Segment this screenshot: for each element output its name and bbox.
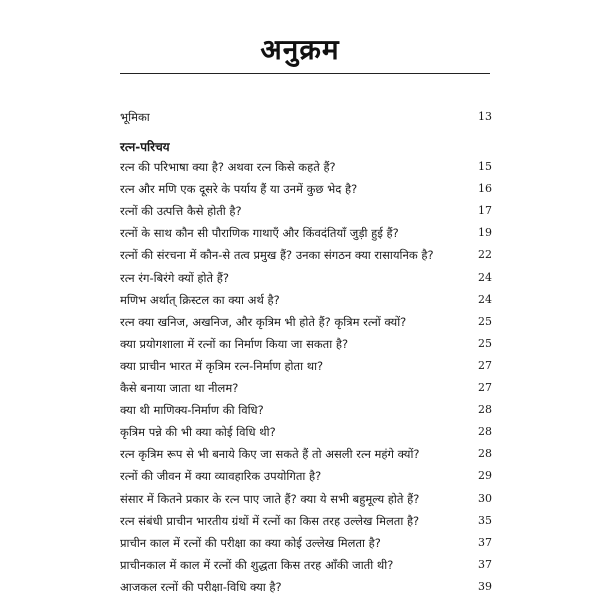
toc-entry-page: 30 xyxy=(478,491,492,505)
toc-entry-label: क्या थी माणिक्य-निर्माण की विधि? xyxy=(120,403,264,418)
toc-entry-label: रत्नों की जीवन में क्या व्यावहारिक उपयोगिता है? xyxy=(120,469,322,484)
toc-entry xyxy=(120,290,492,310)
toc-entry-label: संसार में कितने प्रकार के रत्न पाए जाते हैं? क्या ये सभी बहुमूल्य होते हैं? xyxy=(120,491,420,506)
toc-entry-page: 28 xyxy=(478,425,492,439)
toc-entry-label: रत्न रंग-बिरंगे क्यों होते हैं? xyxy=(120,270,229,285)
toc-entry-page: 37 xyxy=(478,535,492,549)
toc-entry xyxy=(120,201,492,221)
toc-entry xyxy=(120,444,492,464)
page-title: अनुक्रम xyxy=(260,33,340,66)
toc-entry-label: प्राचीनकाल में काल में रत्नों की शुद्धता किस तरह आँकी जाती थी? xyxy=(120,557,394,572)
toc-entry-label: रत्नों के साथ कौन सी पौराणिक गाथाएँ और किंवदंतियाँ जुड़ी हुई हैं? xyxy=(120,226,399,241)
toc-entry xyxy=(120,157,492,177)
toc-entry-label: रत्न कृत्रिम रूप से भी बनाये किए जा सकते हैं तो असली रत्न महंगे क्यों? xyxy=(120,447,420,462)
toc-entry-page: 25 xyxy=(478,336,492,350)
toc-entry xyxy=(120,466,492,486)
toc-entry-page: 17 xyxy=(478,204,492,218)
toc-entry-page: 19 xyxy=(478,226,492,240)
toc-entry-label: आजकल रत्नों की परीक्षा-विधि क्या है? xyxy=(120,579,282,594)
toc-entry-page: 39 xyxy=(478,579,492,593)
toc-entry-label: कैसे बनाया जाता था नीलम? xyxy=(120,381,239,395)
toc-entry-page: 27 xyxy=(478,381,492,394)
toc-entry xyxy=(120,312,492,332)
toc-entry-page: 13 xyxy=(478,110,492,123)
toc-entry xyxy=(120,533,492,553)
toc-entry-page: 22 xyxy=(478,248,492,262)
toc-entry-label: भूमिका xyxy=(120,110,150,124)
toc-entry-label: रत्न क्या खनिज, अखनिज, और कृत्रिम भी होते हैं? कृत्रिम रत्नों क्यों? xyxy=(120,314,407,329)
toc-entry-page: 25 xyxy=(478,314,492,328)
toc-entry xyxy=(120,555,492,575)
toc-entry-intro xyxy=(120,107,492,127)
toc-entry xyxy=(120,334,492,354)
toc-entry-page: 24 xyxy=(478,270,492,284)
toc-entry-label: प्राचीन काल में रत्नों की परीक्षा का क्या कोई उल्लेख मिलता है? xyxy=(120,535,381,550)
toc-entry-label: रत्नों की उत्पत्ति कैसे होती है? xyxy=(120,204,242,219)
title-divider xyxy=(120,73,490,74)
toc-entry-label: कृत्रिम पन्ने की भी क्या कोई विधि थी? xyxy=(120,425,276,440)
toc-entry xyxy=(120,223,492,243)
toc-entry-page: 27 xyxy=(478,358,492,372)
toc-entry-label: रत्न और मणि एक दूसरे के पर्याय हैं या उनमें कुछ भेद है? xyxy=(120,182,358,197)
toc-entry-label: रत्न संबंधी प्राचीन भारतीय ग्रंथों में रत्नों का किस तरह उल्लेख मिलता है? xyxy=(120,513,420,528)
toc-entry-label: रत्नों की संरचना में कौन-से तत्व प्रमुख हैं? उनका संगठन क्या रासायनिक है? xyxy=(120,248,434,263)
toc-entry-page: 24 xyxy=(478,292,492,306)
toc-entry-page: 28 xyxy=(478,447,492,461)
toc-entry xyxy=(120,511,492,531)
toc-entry xyxy=(120,489,492,509)
toc-entry-page: 37 xyxy=(478,557,492,571)
toc-entry xyxy=(120,179,492,199)
toc-entry xyxy=(120,268,492,288)
toc-entry-page: 16 xyxy=(478,182,492,196)
toc-entry-page: 29 xyxy=(478,469,492,483)
toc-entry-label: क्या प्राचीन भारत में कृत्रिम रत्न-निर्माण होता था? xyxy=(120,358,324,373)
toc-entry-page: 28 xyxy=(478,403,492,417)
toc-entry xyxy=(120,378,492,398)
toc-entry-label: रत्न की परिभाषा क्या है? अथवा रत्न किसे कहते हैं? xyxy=(120,160,336,174)
toc-entry-label: मणिभ अर्थात् क्रिस्टल का क्या अर्थ है? xyxy=(120,292,280,307)
toc-entry xyxy=(120,577,492,597)
toc-entry-page: 35 xyxy=(478,513,492,527)
toc-entry-label: क्या प्रयोगशाला में रत्नों का निर्माण किया जा सकता है? xyxy=(120,336,349,351)
toc-entry xyxy=(120,400,492,420)
toc-entry-page: 15 xyxy=(478,160,492,173)
toc-entry xyxy=(120,356,492,376)
toc-entry xyxy=(120,422,492,442)
toc-entry xyxy=(120,245,492,265)
section-heading: रत्न-परिचय xyxy=(120,140,170,154)
